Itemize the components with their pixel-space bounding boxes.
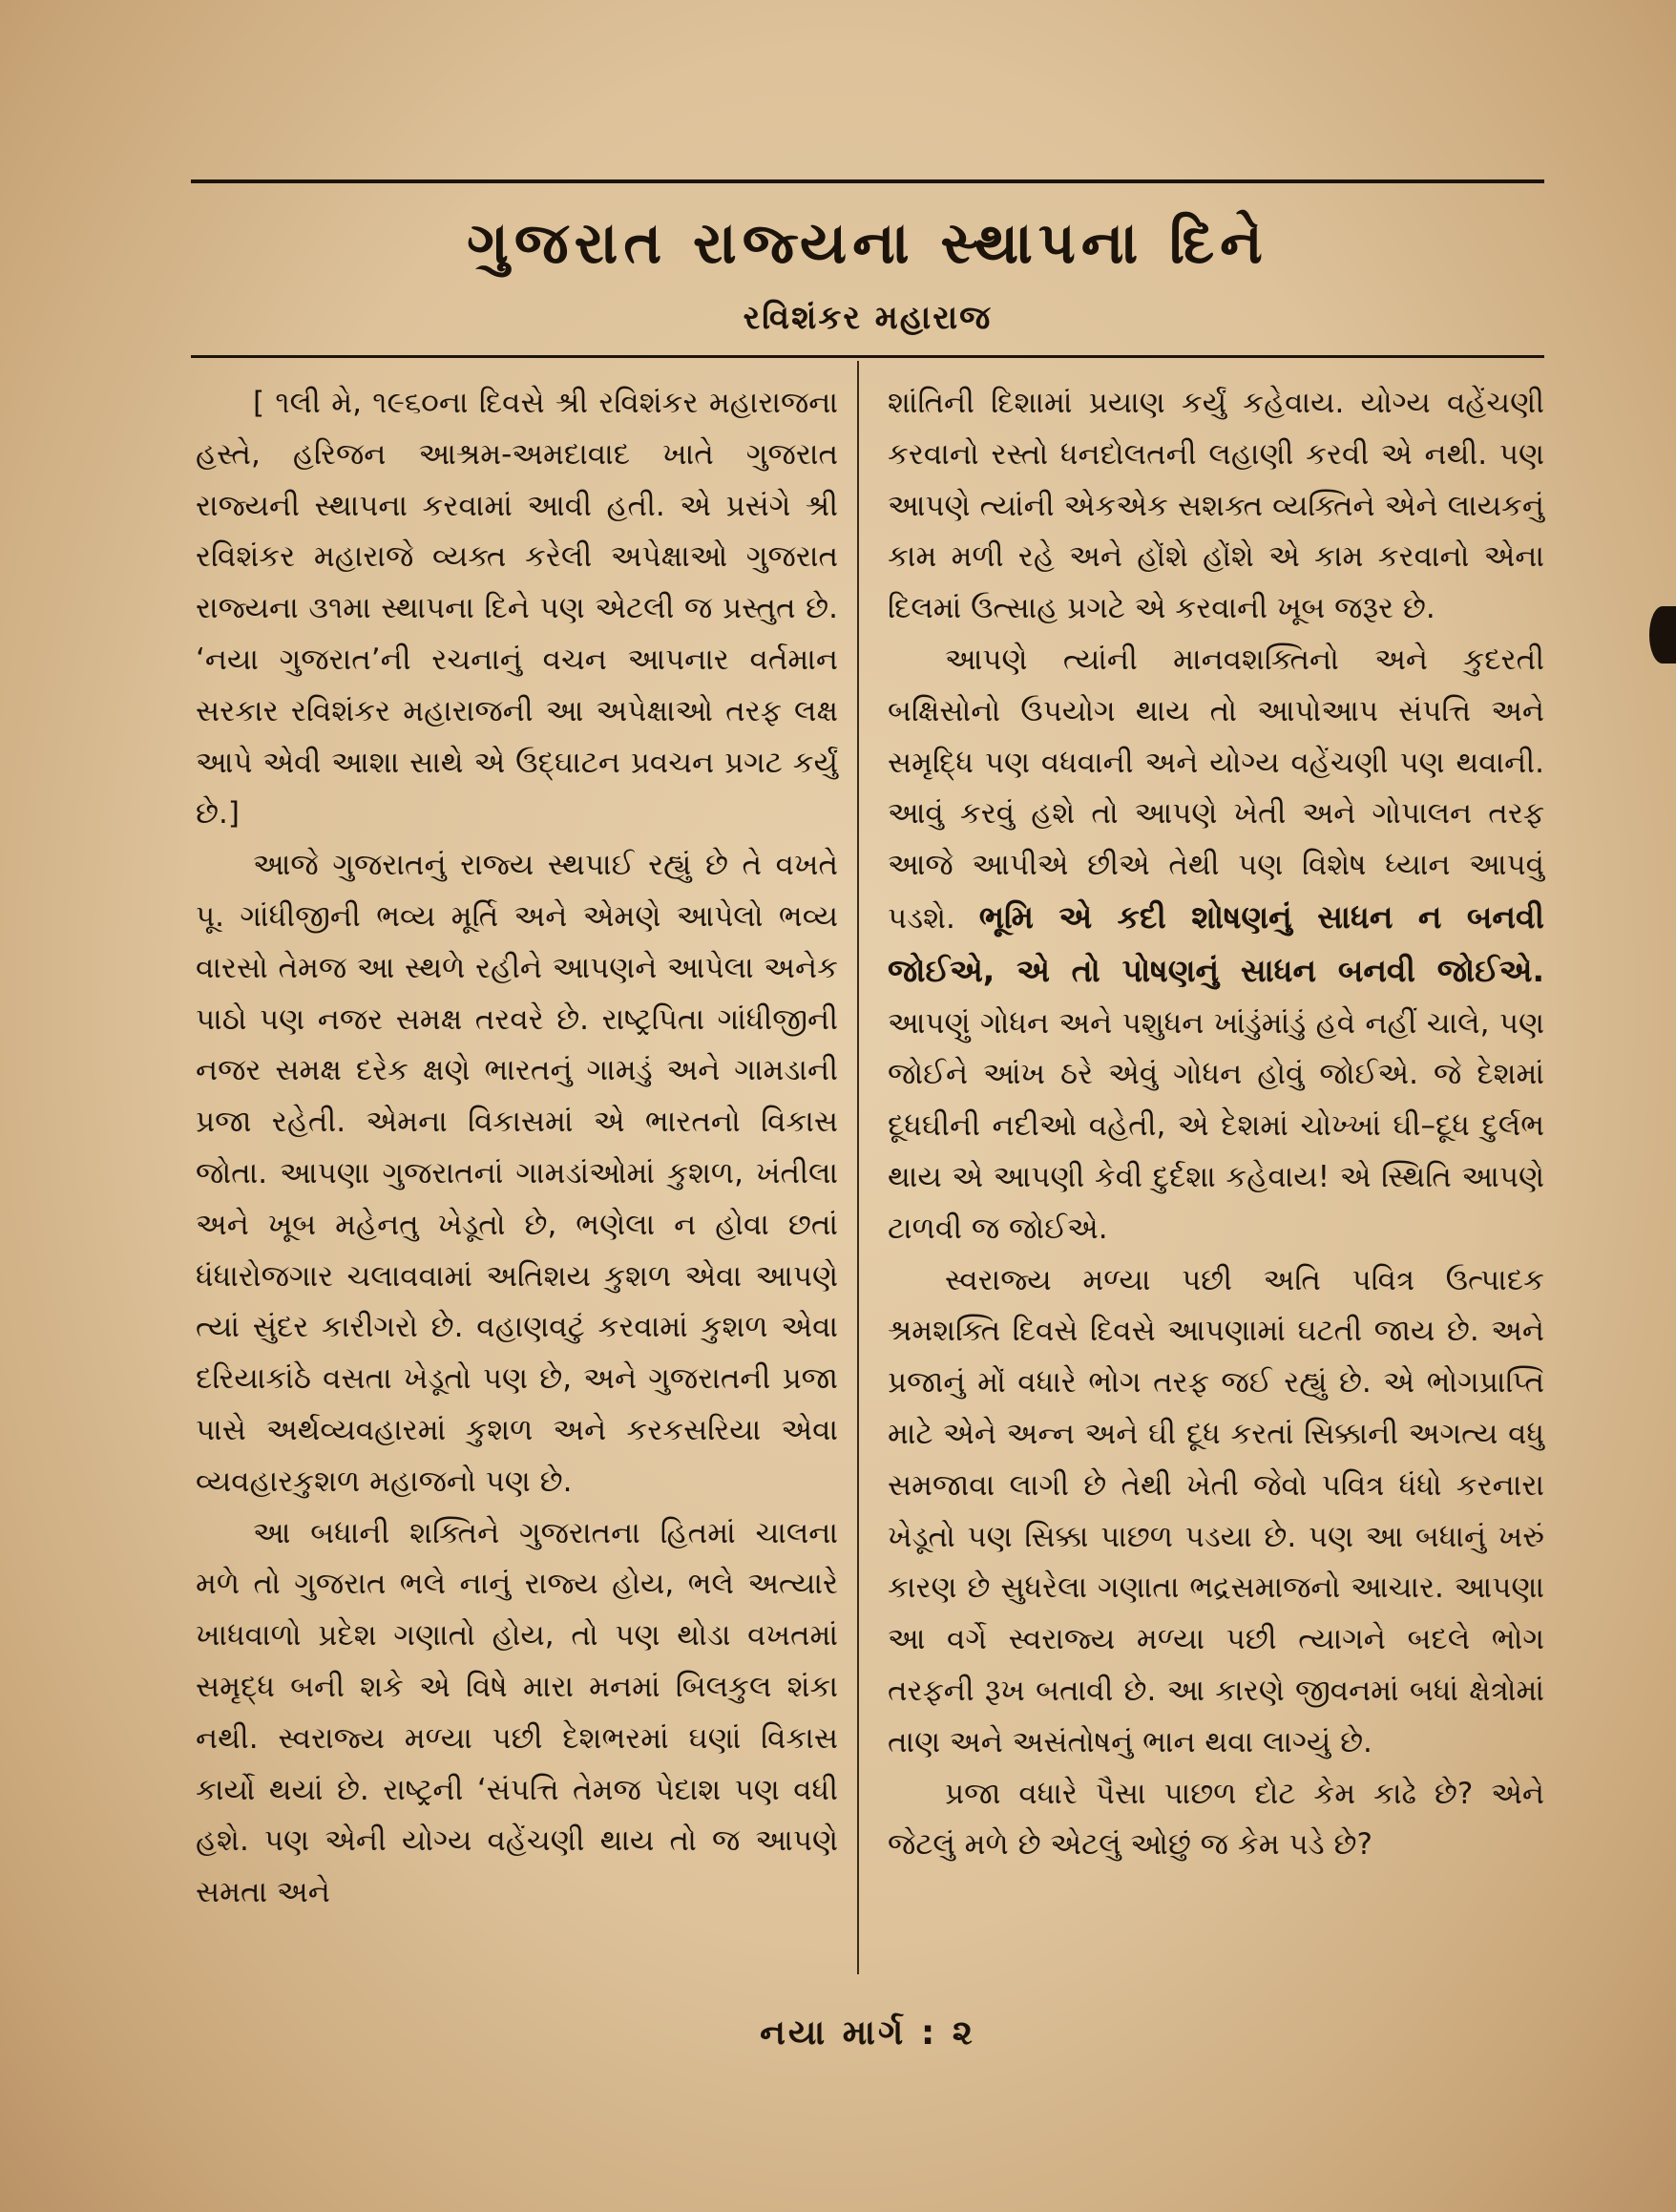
paragraph-3-text-after: આપણું ગોધન અને પશુધન ખાંડુંમાંડું હવે નહીં ચાલે, પણ જોઈને આંખ ઠરે એવું ગોધન હોવું જોઈએ. જે દેશમાં દૂધઘીની નદીઓ વહેતી, એ દેશમાં ચોખ્ખાં ઘી–દૂધ દુર્લભ થાય એ આપણી કેવી દુર્દશા કહેવાય! એ સ્થિતિ આપણે ટાળવી જ જોઈએ. <box>888 1005 1544 1246</box>
paragraph-3 <box>888 635 1544 1255</box>
article-title: ગુજરાત રાજ્યના સ્થાપના દિને <box>467 210 1268 277</box>
column-divider <box>857 361 859 1974</box>
article-author: રવિશંકર મહારાજ <box>743 299 993 337</box>
paragraph-2: આ બધાની શક્તિને ગુજરાતના હિતમાં ચાલના મળે તો ગુજરાત ભલે નાનું રાજ્ય હોય, ભલે અત્યારે ખાધવાળો પ્રદેશ ગણાતો હોય, તો પણ થોડા વખતમાં સમૃદ્ધ બની શકે એ વિષે મારા મનમાં બિલકુલ શંકા નથી. સ્વરાજ્ય મળ્યા પછી દેશભરમાં ઘણાં વિકાસ કાર્યો થયાં છે. રાષ્ટ્રની ‘સંપત્તિ તેમજ પેદાશ પણ વધી હશે. પણ એની યોગ્ય વહેંચણી થાય તો જ આપણે સમતા અને <box>196 1515 838 1910</box>
margin-ink-mark <box>1649 606 1676 664</box>
paragraph-5: પ્રજા વધારે પૈસા પાછળ દોટ કેમ કાઢે છે? એને જેટલું મળે છે એટલું ઓછું જ કેમ પડે છે? <box>888 1776 1544 1863</box>
left-column <box>196 378 838 1919</box>
page-footer: નયા માર્ગ : ૨ <box>760 2013 975 2053</box>
top-rule <box>191 179 1544 183</box>
paragraph-2-continued: શાંતિની દિશામાં પ્રયાણ કર્યું કહેવાય. યોગ્ય વહેંચણી કરવાનો રસ્તો ધનદોલતની લહાણી કરવી એ નથી. પણ આપણે ત્યાંની એકએક સશક્ત વ્યક્તિને એને લાયકનું કામ મળી રહે અને હોંશે હોંશે એ કામ કરવાનો એના દિલમાં ઉત્સાહ પ્રગટે એ કરવાની ખૂબ જરૂર છે. <box>888 386 1544 626</box>
paragraph-3-text-before: આપણે ત્યાંની માનવશક્તિનો અને કુદરતી બક્ષિસોનો ઉપયોગ થાય તો આપોઆપ સંપત્તિ અને સમૃદ્ધિ પણ વધવાની અને યોગ્ય વહેંચણી પણ થવાની. આવું કરવું હશે તો આપણે ખેતી અને ગોપાલન તરફ આજે આપીએ છીએ તેથી પણ વિશેષ ધ્યાન આપવું પડશે. <box>888 642 1544 936</box>
paragraph-3-emphasis: ભૂમિ એ કદી શોષણનું સાધન ન બનવી જોઈએ, એ તો પોષણનું સાધન બનવી જોઈએ. <box>888 897 1544 989</box>
paragraph-4: સ્વરાજ્ય મળ્યા પછી અતિ પવિત્ર ઉત્પાદક શ્રમશક્તિ દિવસે દિવસે આપણામાં ઘટતી જાય છે. અને પ્રજાનું મોં વધારે ભોગ તરફ જઈ રહ્યું છે. એ ભોગપ્રાપ્તિ માટે એને અન્ન અને ઘી દૂધ કરતાં સિક્કાની અગત્ય વધુ સમજાવા લાગી છે તેથી ખેતી જેવો પવિત્ર ધંધો કરનારા ખેડૂતો પણ સિક્કા પાછળ પડયા છે. પણ આ બધાનું ખરું કારણ છે સુધરેલા ગણાતા ભદ્રસમાજનો આચાર. આપણા આ વર્ગે સ્વરાજ્ય મળ્યા પછી ત્યાગને બદલે ભોગ તરફની રૂખ બતાવી છે. આ કારણે જીવનમાં બધાં ક્ષેત્રોમાં તાણ અને અસંતોષનું ભાન થવા લાગ્યું છે. <box>888 1262 1544 1759</box>
editor-note: [ ૧લી મે, ૧૯૬૦ના દિવસે શ્રી રવિશંકર મહારાજના હસ્તે, હરિજન આશ્રમ-અમદાવાદ ખાતે ગુજરાત રાજ્યની સ્થાપના કરવામાં આવી હતી. એ પ્રસંગે શ્રી રવિશંકર મહારાજે વ્યક્ત કરેલી અપેક્ષાઓ ગુજરાત રાજ્યના ૩૧મા સ્થાપના દિને પણ એટલી જ પ્રસ્તુત છે. ‘નયા ગુજરાત’ની રચનાનું વચન આપનાર વર્તમાન સરકાર રવિશંકર મહારાજની આ અપેક્ષાઓ તરફ લક્ષ આપે એવી આશા સાથે એ ઉદ્ઘાટન પ્રવચન પ્રગટ કર્યું છે.] <box>196 386 838 832</box>
right-column <box>888 378 1544 1871</box>
header-rule <box>191 355 1544 358</box>
paragraph-1: આજે ગુજરાતનું રાજ્ય સ્થપાઈ રહ્યું છે તે વખતે પૂ. ગાંધીજીની ભવ્ય મૂર્તિ અને એમણે આપેલો ભવ્ય વારસો તેમજ આ સ્થળે રહીને આપણને આપેલા અનેક પાઠો પણ નજર સમક્ષ તરવરે છે. રાષ્ટ્રપિતા ગાંધીજીની નજર સમક્ષ દરેક ક્ષણે ભારતનું ગામડું અને ગામડાની પ્રજા રહેતી. એમના વિકાસમાં એ ભારતનો વિકાસ જોતા. આપણા ગુજરાતનાં ગામડાંઓમાં કુશળ, ખંતીલા અને ખૂબ મહેનતુ ખેડૂતો છે, ભણેલા ન હોવા છતાં ધંધારોજગાર ચલાવવામાં અતિશય કુશળ એવા આપણે ત્યાં સુંદર કારીગરો છે. વહાણવટું કરવામાં કુશળ એવા દરિયાકાંઠે વસતા ખેડૂતો પણ છે, અને ગુજરાતની પ્રજા પાસે અર્થવ્યવહારમાં કુશળ અને કરકસરિયા એવા વ્યવહારકુશળ મહાજનો પણ છે. <box>196 848 838 1499</box>
